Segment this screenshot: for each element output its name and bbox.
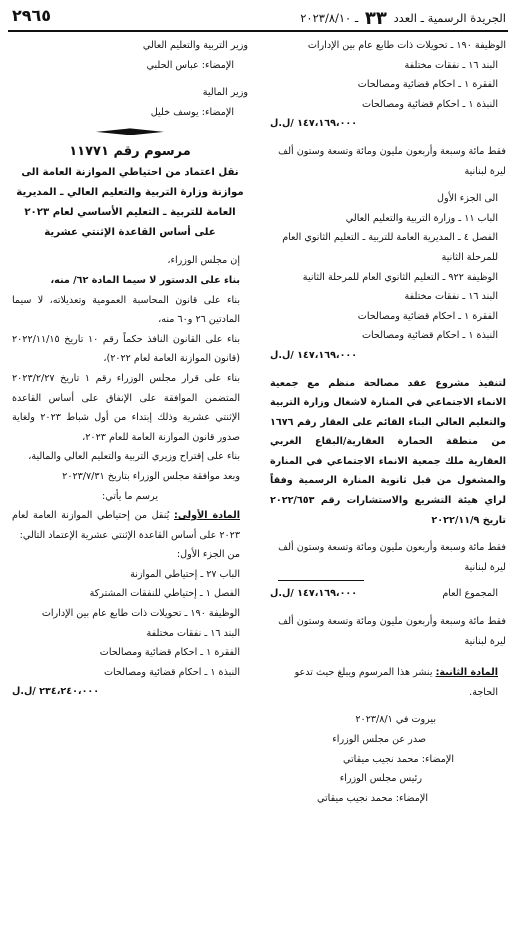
- function-line: الوظيفة ٩٢٢ ـ التعليم الثانوي العام للمرحلة الثانية: [302, 271, 498, 283]
- issue-number: ٣٣: [364, 8, 387, 29]
- recital: بناء على القانون النافذ حكماً رقم ١٠ تاريخ ٢٠٢٢/١١/١٥ (قانون الموازنة العامة لعام ٢٠٢٢)،: [12, 333, 240, 365]
- from-part-heading: من الجزء الأول:: [176, 549, 240, 561]
- amount-line: ١٤٧،١٦٩،٠٠٠ /ل.ل: [270, 118, 358, 130]
- minister-signature: الإمضاء: عباس الحلبي: [146, 59, 234, 71]
- subparagraph-line: النبذة ١ ـ احكام قضائية ومصالحات: [361, 330, 498, 342]
- article-two-text: ينشر هذا المرسوم ويبلغ حيث تدعو الحاجة.: [294, 667, 498, 698]
- section-line: الفصل ١ ـ إحتياطي للنفقات المشتركة: [89, 588, 240, 600]
- function-line: الوظيفة ١٩٠ ـ تحويلات ذات طابع عام بين الإدارات: [41, 608, 240, 620]
- gazette-name: الجريدة الرسمية ـ العدد: [393, 11, 506, 25]
- amount-in-words: فقط مائة وسبعة وأربعون مليون ومائة وتسعة وستون ألف ليرة لبنانية: [278, 542, 506, 573]
- grand-total-row: [270, 584, 506, 604]
- grand-total-amount: ١٤٧،١٦٩،٠٠٠ /ل.ل: [270, 588, 358, 600]
- council-intro: إن مجلس الوزراء،: [167, 255, 240, 267]
- to-part-heading: الى الجزء الأول: [436, 193, 498, 205]
- recital: بناء على قانون المحاسبة العمومية وتعديلاته، لا سيما المادتين ٢٦ و٦٠ منه،: [12, 294, 240, 326]
- section-line: الفصل ٤ ـ المديرية العامة للتربية ـ التعليم الثانوي العام للمرحلة الثانية: [282, 232, 498, 263]
- subparagraph-line: النبذة ١ ـ احكام قضائية ومصالحات: [361, 98, 498, 110]
- signature-line: الإمضاء: محمد نجيب ميقاتي: [343, 753, 454, 765]
- page-number: ٢٩٦٥: [12, 6, 52, 25]
- item-line: البند ١٦ ـ نفقات مختلفة: [404, 291, 498, 303]
- decree-title: مرسوم رقم ١١٧٧١: [69, 144, 191, 160]
- grand-total-label: المجموع العام: [442, 588, 498, 600]
- left-column: [12, 36, 248, 702]
- issue-date: ـ ٢٠٢٣/٨/١٠: [300, 11, 359, 25]
- issued-by: صدر عن مجلس الوزراء: [332, 734, 426, 745]
- article-one-text: يُنقل من إحتياطي الموازنة العامة لعام ٢٠٢٣ على أساس القاعدة الإثنتي عشرية الإعتماد التالي:: [12, 510, 240, 541]
- signature-line: الإمضاء: محمد نجيب ميقاتي: [317, 792, 428, 804]
- function-line: الوظيفة ١٩٠ ـ تحويلات ذات طابع عام بين الإدارات: [307, 40, 506, 51]
- article-one: [12, 506, 248, 545]
- amount-line: ٢٣٤،٢٤٠،٠٠٠ /ل.ل: [12, 686, 100, 698]
- amount-line: ١٤٧،١٦٩،٠٠٠ /ل.ل: [270, 349, 358, 361]
- chapter-line: الباب ١١ ـ وزارة التربية والتعليم العالي: [345, 212, 498, 224]
- decrees-line: يرسم ما يأتي:: [101, 490, 159, 502]
- page-header: [8, 6, 508, 32]
- minister-title: وزير المالية: [202, 87, 248, 99]
- recital: بناء على إقتراح وزيري التربية والتعليم العالي والمالية،: [28, 451, 240, 463]
- amount-in-words: فقط مائة وسبعة وأربعون مليون ومائة وتسعة وستون ألف ليرة لبنانية: [278, 145, 506, 177]
- ornament-divider: [96, 128, 164, 135]
- decree-subject: نقل اعتماد من احتياطي الموازنة العامة الى موازنة وزارة التربية والتعليم العالي ـ المديرية العامة للتربية ـ التعليم الأساسي لعام ٢٠٢٣ على أساس القاعدة الإثنتي عشرية: [16, 167, 244, 239]
- article-two: [270, 663, 506, 702]
- place-date: بيروت في ٢٠٢٣/٨/١: [355, 714, 436, 726]
- minister-signature: الإمضاء: يوسف خليل: [150, 106, 234, 118]
- recital: بناء على قرار مجلس الوزراء رقم ١ تاريخ ٢٠٢٣/٢/٢٧ المتضمن الموافقة على الإنفاق على أساس القاعدة الإثنتي عشرية وذلك إبتداء من أول شباط ٢٠٢٣ ولغاية صدور قانون الموازنة العامة للعام ٢٠٢٣،: [12, 372, 240, 443]
- purpose-paragraph: لتنفيذ مشروع عقد مصالحة منظم مع جمعية الانماء الاجتماعي في المنارة لاشغال وزارة التربية والتعليم العالي البناء القائم على العقار رقم ١٦٧٦ من منطقة الحمارة العقارية/البقاع الغربي العقارية ملك جمعية الانماء الاجتماعي في المنارة والمشغول من قبل ثانوية المنارة الرسمية وفقاً لراي هيئة التشريع والاستشارات رقم ٢٠٢٢/٦٥٣ تاريخ ٢٠٢٢/١١/٩: [270, 377, 506, 526]
- chapter-line: الباب ٢٧ ـ إحتياطي الموازنة: [130, 568, 240, 580]
- paragraph-line: الفقرة ١ ـ احكام قضائية ومصالحات: [99, 647, 240, 659]
- minister-title: وزير التربية والتعليم العالي: [142, 40, 248, 51]
- amount-in-words: فقط مائة وسبعة وأربعون مليون ومائة وتسعة وستون ألف ليرة لبنانية: [278, 616, 506, 647]
- subparagraph-line: النبذة ١ ـ احكام قضائية ومصالحات: [103, 666, 240, 678]
- paragraph-line: الفقرة ١ ـ احكام قضائية ومصالحات: [357, 79, 498, 91]
- right-column: [270, 36, 506, 808]
- recital: بناء على الدستور لا سيما المادة ٦٢/ منه،: [50, 274, 240, 286]
- article-one-label: المادة الأولى:: [174, 510, 240, 522]
- recital: وبعد موافقة مجلس الوزراء بتاريخ ٢٠٢٣/٧/٣١: [62, 470, 240, 482]
- divider: [278, 580, 364, 581]
- article-two-label: المادة الثانية:: [435, 667, 498, 679]
- pm-title: رئيس مجلس الوزراء: [339, 773, 422, 785]
- gazette-title: [300, 8, 506, 29]
- item-line: البند ١٦ ـ نفقات مختلفة: [404, 59, 498, 71]
- item-line: البند ١٦ ـ نفقات مختلفة: [146, 627, 240, 639]
- paragraph-line: الفقرة ١ ـ احكام قضائية ومصالحات: [357, 310, 498, 322]
